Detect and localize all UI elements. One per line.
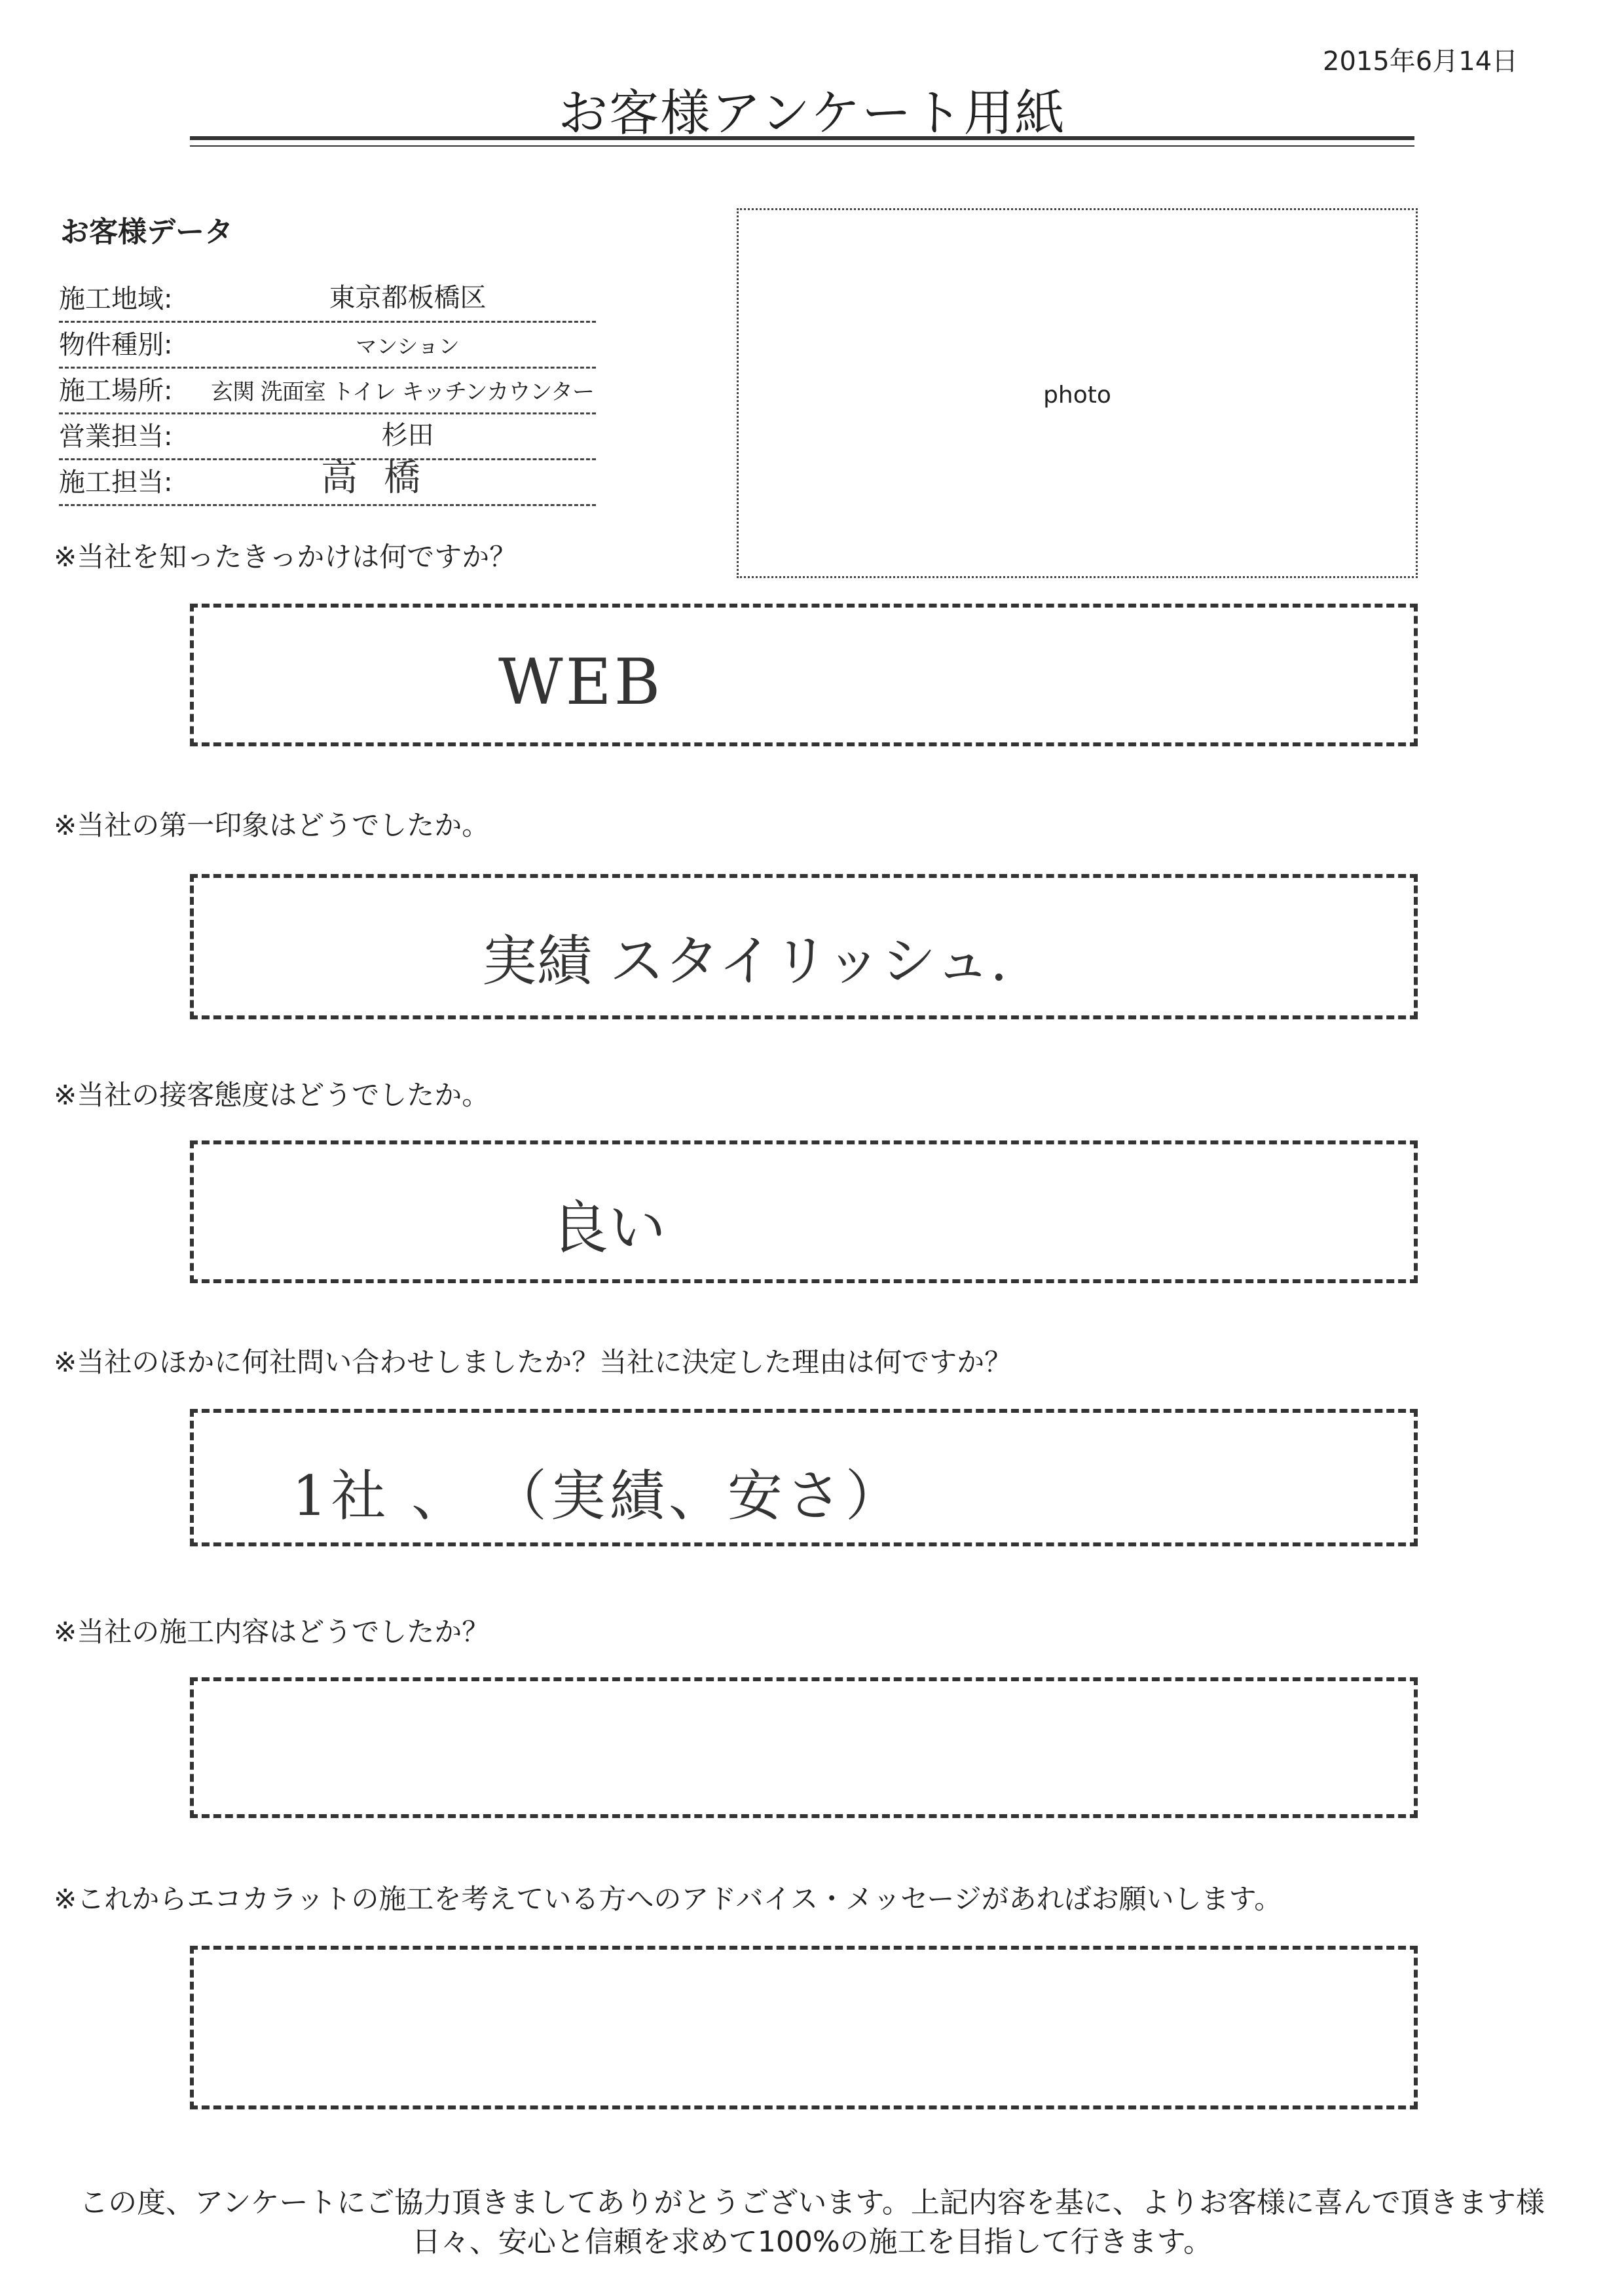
title-rule	[190, 136, 1414, 140]
question-4: ※当社のほかに何社問い合わせしましたか？当社に決定した理由は何ですか？	[54, 1346, 1012, 1378]
answer-6	[194, 1950, 1414, 2105]
answer-5	[194, 1681, 1414, 1814]
answer-box-4	[190, 1409, 1418, 1546]
photo-label: photo	[1043, 382, 1111, 409]
footer-message-line-2: 日々、安心と信頼を求めて100%の施工を目指して行きます。	[411, 2225, 1213, 2259]
survey-date: 2015年6月14日	[1323, 46, 1519, 77]
field-value: マンション	[356, 334, 460, 359]
handwritten-field-value: 高橋	[321, 457, 447, 500]
field-construction-rep	[59, 458, 596, 506]
answer-box-1	[190, 604, 1418, 746]
page-title: お客様アンケート用紙	[558, 84, 1066, 142]
handwritten-answer-2: 実績 スタイリッシュ.	[482, 929, 1008, 993]
answer-box-3	[190, 1140, 1418, 1283]
field-construction-area	[59, 275, 596, 323]
field-construction-location	[59, 367, 596, 414]
answer-box-6	[190, 1946, 1418, 2109]
question-3: ※当社の接客態度はどうでしたか。	[54, 1079, 490, 1111]
handwritten-answer-4: 1社 、 （実績、安さ）	[292, 1464, 904, 1528]
question-2: ※当社の第一印象はどうでしたか。	[54, 809, 490, 841]
question-5: ※当社の施工内容はどうでしたか？	[54, 1616, 490, 1648]
handwritten-answer-3: 良い	[551, 1194, 667, 1262]
answer-box-2	[190, 874, 1418, 1019]
answer-box-5	[190, 1677, 1418, 1818]
footer-message-line-1: この度、アンケートにご協力頂きましてありがとうございます。上記内容を基に、よりお客様に喜んで頂きます様	[79, 2186, 1545, 2219]
field-value: 玄関 洗面室 トイレ キッチンカウンター	[211, 379, 594, 405]
field-label: 施工地域:	[59, 284, 173, 314]
field-value: 杉田	[381, 420, 434, 450]
field-label: 施工場所:	[59, 376, 173, 406]
field-value: 東京都板橋区	[329, 283, 487, 313]
field-label: 施工担当:	[59, 467, 173, 498]
customer-data-heading: お客様データ	[60, 215, 233, 249]
question-1: ※当社を知ったきっかけは何ですか？	[54, 541, 517, 573]
title-rule-thin	[190, 145, 1414, 147]
field-label: 営業担当:	[59, 422, 173, 452]
field-property-type	[59, 321, 596, 369]
handwritten-answer-1: WEB	[498, 646, 663, 719]
field-label: 物件種別:	[59, 330, 173, 360]
question-6: ※これからエコカラットの施工を考えている方へのアドバイス・メッセージがあればお願いします。	[54, 1883, 1282, 1915]
photo-placeholder	[737, 208, 1418, 578]
